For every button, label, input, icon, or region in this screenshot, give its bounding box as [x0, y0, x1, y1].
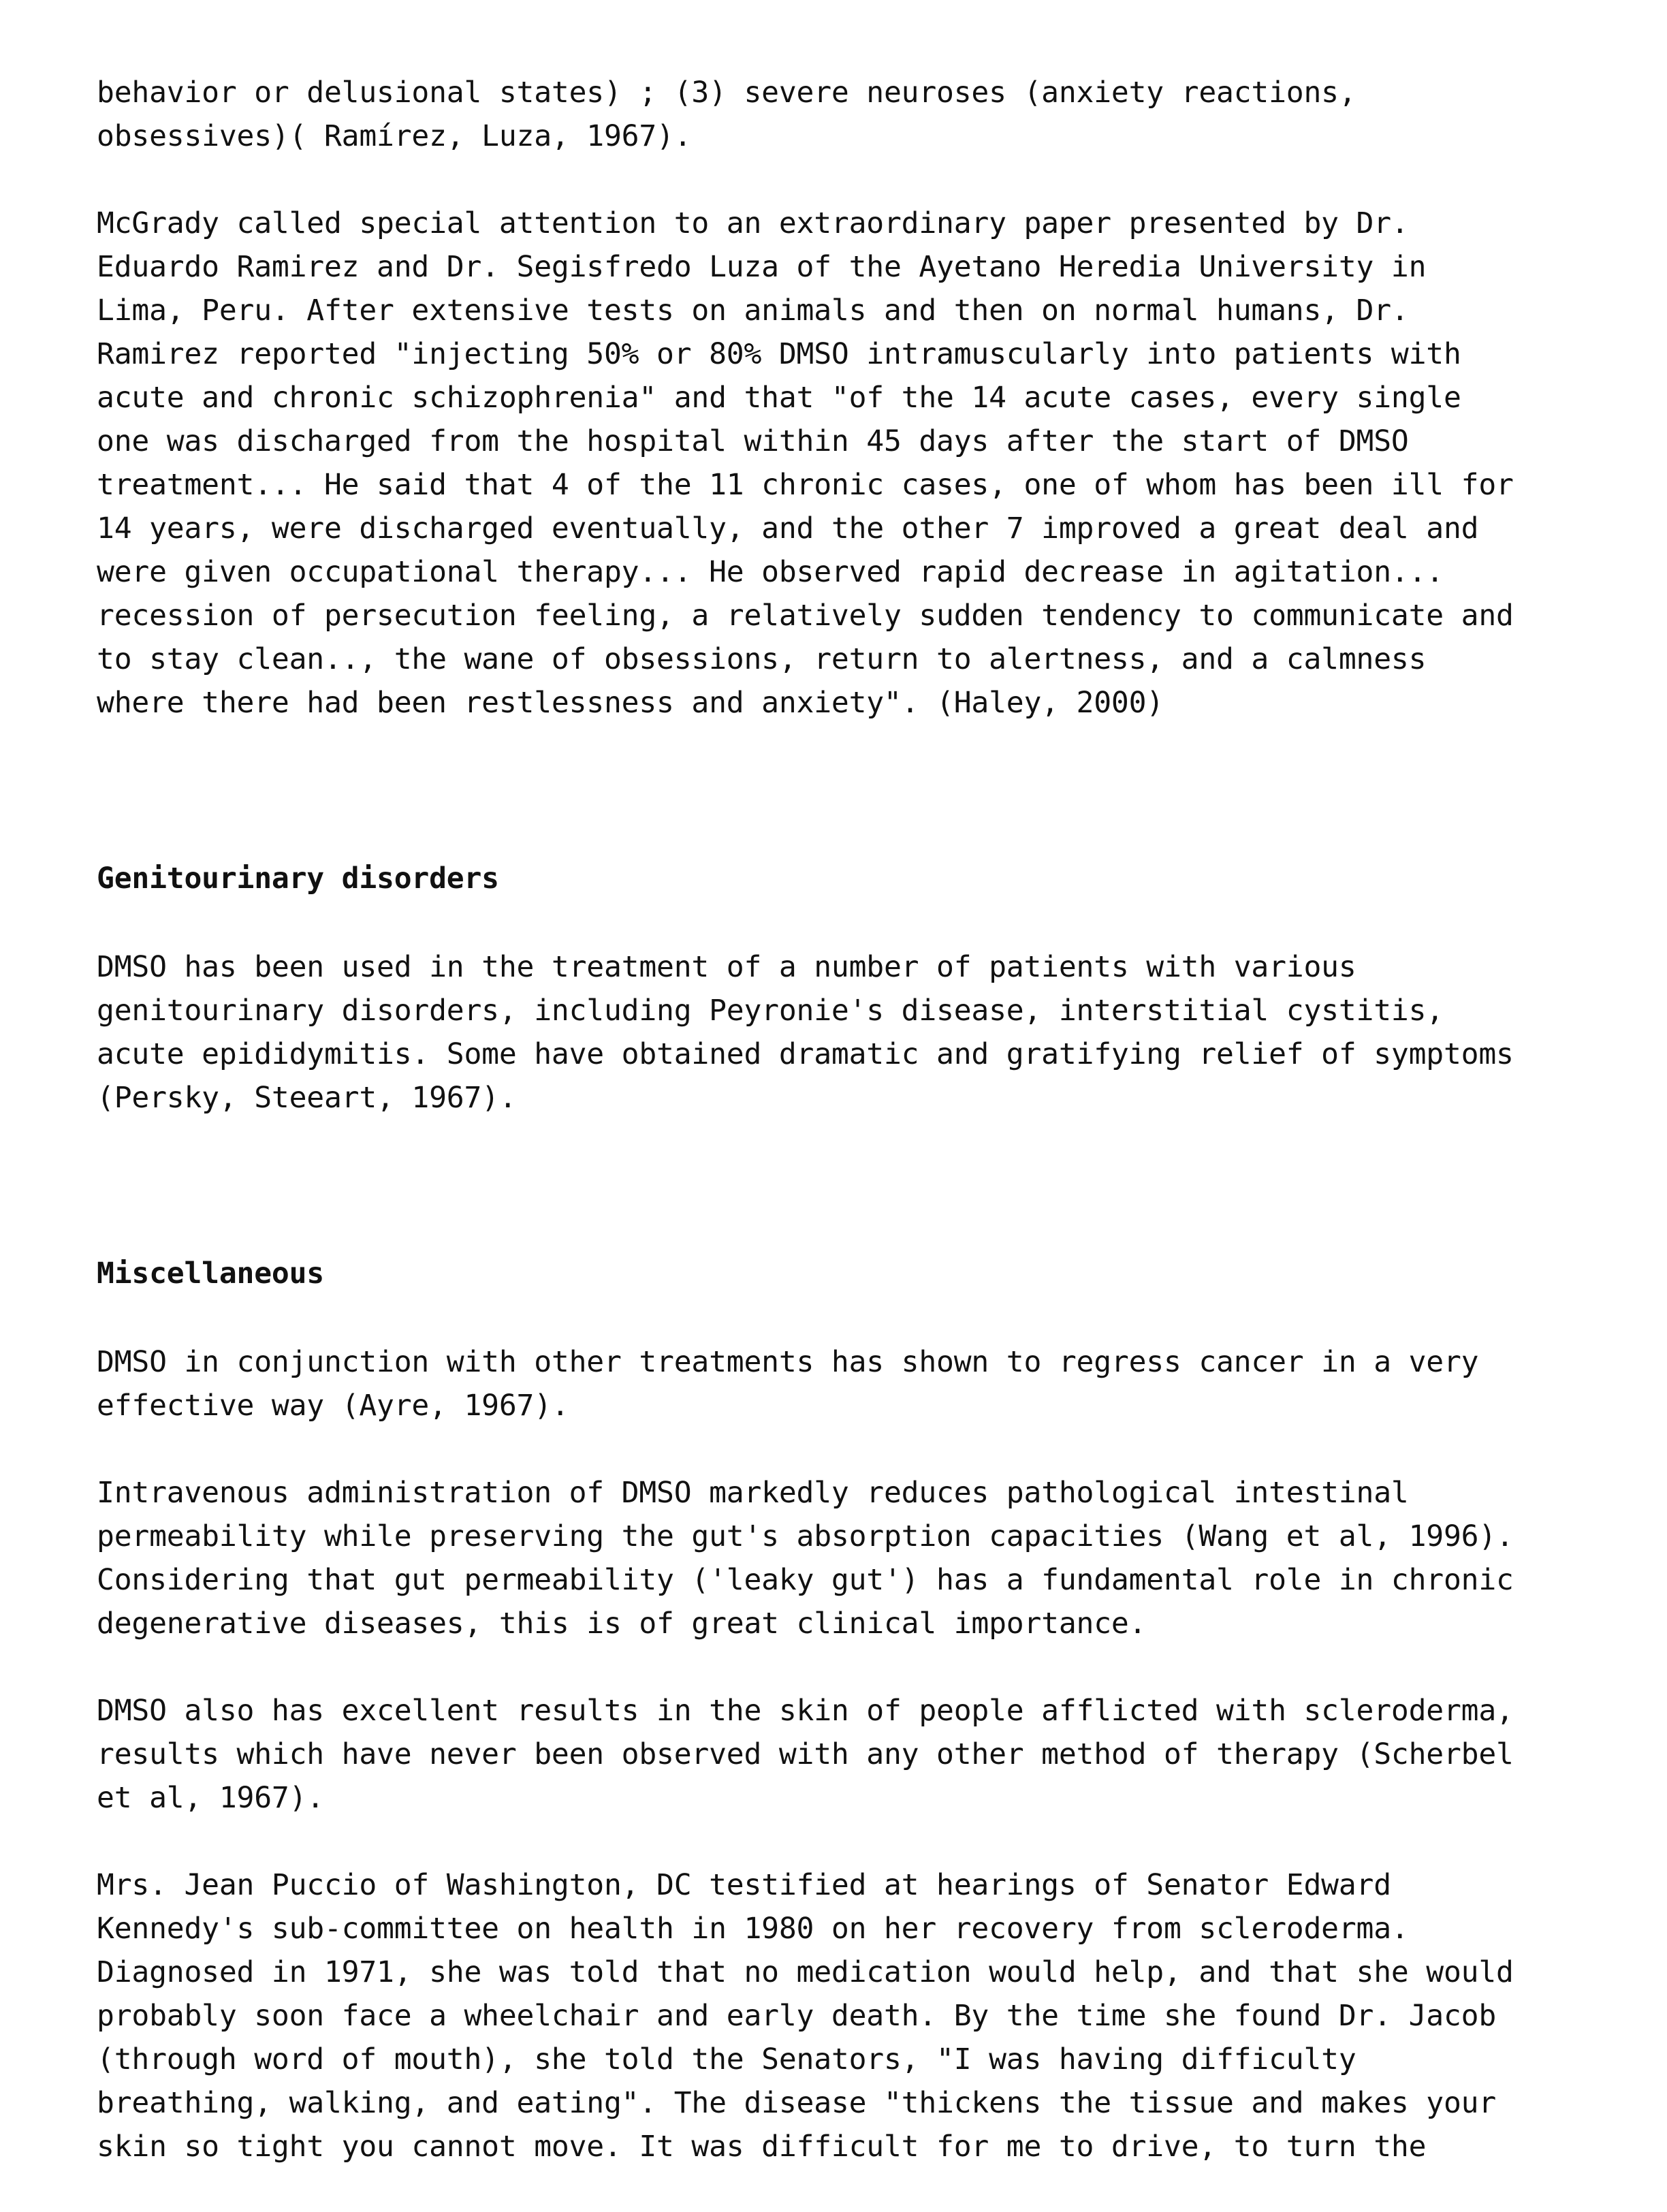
text-line: DMSO in conjunction with other treatments has shown to regress cancer in a very: [97, 1345, 1479, 1379]
text-line: Diagnosed in 1971, she was told that no medication would help, and that she would: [97, 1955, 1514, 1989]
text-line: (through word of mouth), she told the Senators, "I was having difficulty: [97, 2042, 1356, 2076]
text-line: skin so tight you cannot move. It was difficult for me to drive, to turn the: [97, 2130, 1427, 2164]
text-line: Lima, Peru. After extensive tests on animals and then on normal humans, Dr.: [97, 294, 1409, 328]
text-line: Mrs. Jean Puccio of Washington, DC testified at hearings of Senator Edward: [97, 1868, 1391, 1902]
text-line: acute epididymitis. Some have obtained dramatic and gratifying relief of symptoms: [97, 1037, 1514, 1071]
text-line: Intravenous administration of DMSO markedly reduces pathological intestinal: [97, 1476, 1409, 1510]
section-genitourinary: [97, 857, 1629, 1120]
paragraph: [97, 1471, 1629, 1645]
section-miscellaneous: [97, 1252, 1629, 2168]
text-line: Eduardo Ramirez and Dr. Segisfredo Luza of the Ayetano Heredia University in: [97, 250, 1427, 284]
section-spacer: [97, 768, 1629, 857]
text-line: to stay clean.., the wane of obsessions, return to alertness, and a calmness: [97, 642, 1427, 676]
text-line: Considering that gut permeability ('leaky gut') has a fundamental role in chronic: [97, 1563, 1514, 1597]
text-line: behavior or delusional states) ; (3) severe neuroses (anxiety reactions,: [97, 76, 1356, 110]
text-line: were given occupational therapy... He observed rapid decrease in agitation...: [97, 555, 1444, 589]
mcgrady-paragraph: [97, 202, 1629, 725]
text-line: probably soon face a wheelchair and early death. By the time she found Dr. Jacob: [97, 1999, 1497, 2033]
text-line: Kennedy's sub-committee on health in 1980 on her recovery from scleroderma.: [97, 1912, 1409, 1946]
text-line: Ramirez reported "injecting 50% or 80% DMSO intramuscularly into patients with: [97, 337, 1461, 371]
text-line: genitourinary disorders, including Peyronie's disease, interstitial cystitis,: [97, 994, 1444, 1028]
paragraph: [97, 945, 1629, 1120]
text-line: degenerative diseases, this is of great clinical importance.: [97, 1607, 1147, 1641]
text-line: treatment... He said that 4 of the 11 chronic cases, one of whom has been ill for: [97, 468, 1514, 502]
text-line: et al, 1967).: [97, 1781, 324, 1815]
text-line: results which have never been observed with any other method of therapy (Scherbel: [97, 1737, 1514, 1771]
text-line: DMSO has been used in the treatment of a number of patients with various: [97, 950, 1356, 984]
section-heading: Miscellaneous: [97, 1257, 324, 1291]
text-line: effective way (Ayre, 1967).: [97, 1389, 569, 1423]
text-line: (Persky, Steeart, 1967).: [97, 1081, 517, 1115]
text-line: obsessives)( Ramírez, Luza, 1967).: [97, 119, 692, 153]
section-spacer: [97, 1163, 1629, 1252]
paragraph: [97, 1340, 1629, 1427]
text-line: acute and chronic schizophrenia" and that "of the 14 acute cases, every single: [97, 381, 1461, 415]
section-heading: Genitourinary disorders: [97, 862, 499, 896]
paragraph: [97, 1689, 1629, 1820]
text-line: where there had been restlessness and anxiety". (Haley, 2000): [97, 686, 1164, 720]
paragraph: [97, 1863, 1629, 2168]
text-line: DMSO also has excellent results in the skin of people afflicted with scleroderma,: [97, 1694, 1514, 1728]
text-line: one was discharged from the hospital within 45 days after the start of DMSO: [97, 424, 1409, 458]
text-line: recession of persecution feeling, a relatively sudden tendency to communicate and: [97, 599, 1514, 633]
text-line: 14 years, were discharged eventually, and the other 7 improved a great deal and: [97, 511, 1479, 546]
text-line: breathing, walking, and eating". The disease "thickens the tissue and makes your: [97, 2086, 1497, 2120]
text-line: McGrady called special attention to an extraordinary paper presented by Dr.: [97, 206, 1409, 240]
intro-paragraph: [97, 71, 1629, 158]
text-line: permeability while preserving the gut's absorption capacities (Wang et al, 1996).: [97, 1519, 1514, 1553]
